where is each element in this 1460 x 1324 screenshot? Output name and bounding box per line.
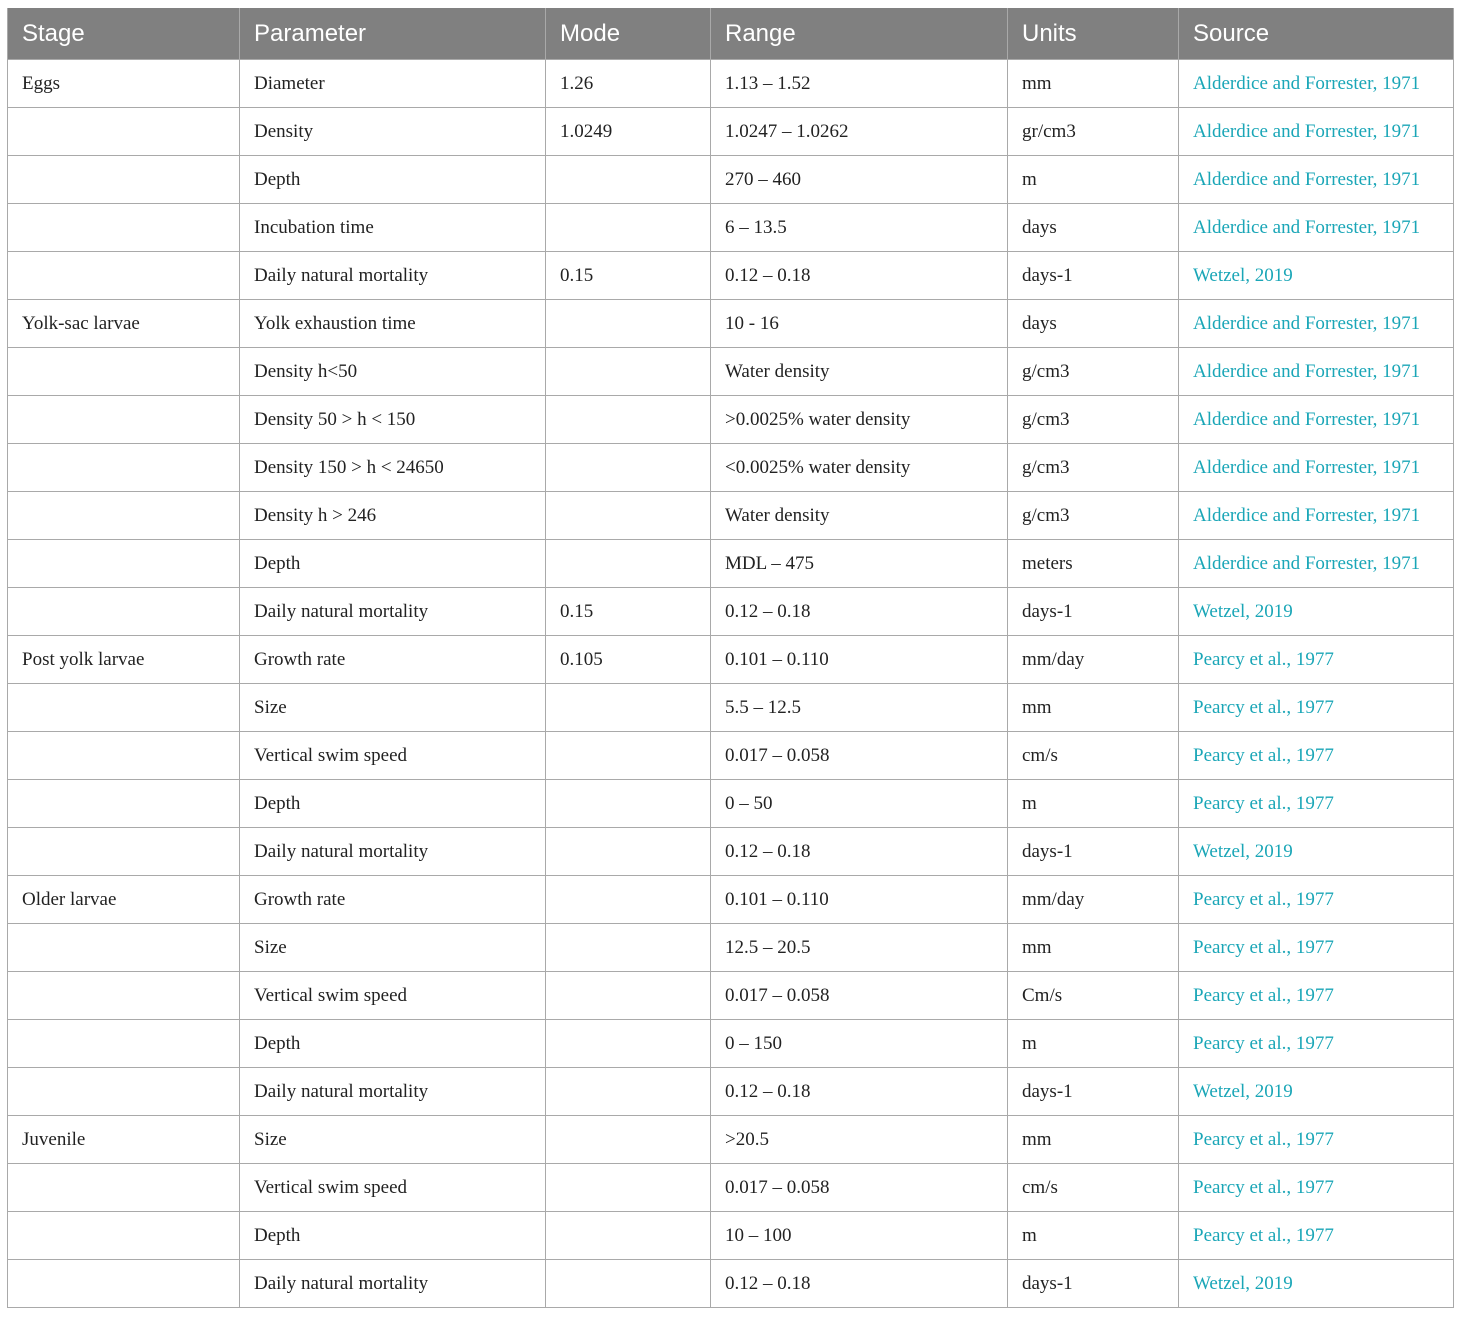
source-link[interactable]: Pearcy et al., 1977 [1179, 972, 1454, 1020]
units-cell: m [1008, 1212, 1179, 1260]
stage-cell [8, 828, 240, 876]
stage-cell [8, 588, 240, 636]
table-row [8, 924, 1454, 972]
source-link[interactable]: Pearcy et al., 1977 [1179, 876, 1454, 924]
parameter-cell: Density [240, 108, 546, 156]
range-cell: 0 – 50 [711, 780, 1008, 828]
source-link[interactable]: Pearcy et al., 1977 [1179, 1116, 1454, 1164]
source-link[interactable]: Alderdice and Forrester, 1971 [1179, 156, 1454, 204]
mode-cell [546, 1116, 711, 1164]
range-cell: 0.12 – 0.18 [711, 1068, 1008, 1116]
units-cell: days [1008, 300, 1179, 348]
table-row [8, 1068, 1454, 1116]
range-cell: 10 – 100 [711, 1212, 1008, 1260]
units-cell: g/cm3 [1008, 444, 1179, 492]
parameter-cell: Growth rate [240, 876, 546, 924]
source-link[interactable]: Pearcy et al., 1977 [1179, 1212, 1454, 1260]
mode-cell [546, 732, 711, 780]
source-link[interactable]: Alderdice and Forrester, 1971 [1179, 492, 1454, 540]
table-body [8, 60, 1454, 1308]
source-link[interactable]: Wetzel, 2019 [1179, 588, 1454, 636]
mode-cell [546, 684, 711, 732]
mode-cell [546, 492, 711, 540]
parameter-cell: Growth rate [240, 636, 546, 684]
stage-cell [8, 156, 240, 204]
table-row [8, 732, 1454, 780]
source-link[interactable]: Alderdice and Forrester, 1971 [1179, 396, 1454, 444]
parameter-cell: Depth [240, 780, 546, 828]
stage-cell: Older larvae [8, 876, 240, 924]
stage-cell [8, 1020, 240, 1068]
parameter-cell: Daily natural mortality [240, 1260, 546, 1308]
parameter-cell: Size [240, 924, 546, 972]
table-row [8, 684, 1454, 732]
parameter-cell: Size [240, 1116, 546, 1164]
units-cell: days-1 [1008, 588, 1179, 636]
table-row [8, 972, 1454, 1020]
stage-cell [8, 732, 240, 780]
range-cell: 0.12 – 0.18 [711, 252, 1008, 300]
parameter-cell: Density 150 > h < 24650 [240, 444, 546, 492]
parameter-cell: Vertical swim speed [240, 1164, 546, 1212]
source-link[interactable]: Alderdice and Forrester, 1971 [1179, 540, 1454, 588]
range-cell: 1.13 – 1.52 [711, 60, 1008, 108]
table-row [8, 1116, 1454, 1164]
units-cell: days-1 [1008, 252, 1179, 300]
range-cell: 12.5 – 20.5 [711, 924, 1008, 972]
mode-cell [546, 348, 711, 396]
table-row [8, 204, 1454, 252]
range-cell: 5.5 – 12.5 [711, 684, 1008, 732]
mode-cell [546, 204, 711, 252]
range-cell: 0.12 – 0.18 [711, 828, 1008, 876]
mode-cell [546, 444, 711, 492]
source-link[interactable]: Pearcy et al., 1977 [1179, 1164, 1454, 1212]
table-row [8, 300, 1454, 348]
source-link[interactable]: Alderdice and Forrester, 1971 [1179, 300, 1454, 348]
stage-cell [8, 252, 240, 300]
parameter-cell: Vertical swim speed [240, 972, 546, 1020]
units-cell: gr/cm3 [1008, 108, 1179, 156]
table-row [8, 540, 1454, 588]
range-cell: 0.017 – 0.058 [711, 1164, 1008, 1212]
table-row [8, 780, 1454, 828]
range-cell: Water density [711, 492, 1008, 540]
range-cell: 6 – 13.5 [711, 204, 1008, 252]
table-row [8, 1020, 1454, 1068]
parameter-table-container [7, 8, 1453, 1308]
units-cell: mm [1008, 924, 1179, 972]
range-cell: 10 - 16 [711, 300, 1008, 348]
column-header-range: Range [711, 8, 1008, 60]
stage-cell: Juvenile [8, 1116, 240, 1164]
stage-cell [8, 780, 240, 828]
source-link[interactable]: Alderdice and Forrester, 1971 [1179, 204, 1454, 252]
mode-cell [546, 1212, 711, 1260]
range-cell: 270 – 460 [711, 156, 1008, 204]
parameter-cell: Depth [240, 1212, 546, 1260]
table-row [8, 1164, 1454, 1212]
mode-cell: 1.26 [546, 60, 711, 108]
table-row [8, 444, 1454, 492]
mode-cell [546, 972, 711, 1020]
range-cell: 0.12 – 0.18 [711, 588, 1008, 636]
table-row [8, 1260, 1454, 1308]
mode-cell [546, 924, 711, 972]
parameter-cell: Depth [240, 1020, 546, 1068]
mode-cell: 0.15 [546, 588, 711, 636]
header-row [8, 8, 1454, 60]
table-row [8, 828, 1454, 876]
stage-cell: Yolk-sac larvae [8, 300, 240, 348]
units-cell: mm [1008, 1116, 1179, 1164]
mode-cell [546, 1068, 711, 1116]
column-header-source: Source [1179, 8, 1454, 60]
parameter-cell: Daily natural mortality [240, 252, 546, 300]
stage-cell [8, 540, 240, 588]
mode-cell [546, 156, 711, 204]
source-link[interactable]: Pearcy et al., 1977 [1179, 636, 1454, 684]
units-cell: m [1008, 156, 1179, 204]
source-link[interactable]: Wetzel, 2019 [1179, 1260, 1454, 1308]
units-cell: days [1008, 204, 1179, 252]
units-cell: m [1008, 1020, 1179, 1068]
units-cell: days-1 [1008, 828, 1179, 876]
range-cell: 0.017 – 0.058 [711, 972, 1008, 1020]
source-link[interactable]: Alderdice and Forrester, 1971 [1179, 108, 1454, 156]
stage-cell [8, 204, 240, 252]
table-row [8, 636, 1454, 684]
mode-cell: 1.0249 [546, 108, 711, 156]
source-link[interactable]: Wetzel, 2019 [1179, 252, 1454, 300]
table-row [8, 492, 1454, 540]
stage-cell [8, 972, 240, 1020]
parameter-cell: Daily natural mortality [240, 588, 546, 636]
stage-cell [8, 492, 240, 540]
source-link[interactable]: Pearcy et al., 1977 [1179, 780, 1454, 828]
parameter-cell: Density 50 > h < 150 [240, 396, 546, 444]
units-cell: days-1 [1008, 1068, 1179, 1116]
stage-cell [8, 108, 240, 156]
units-cell: m [1008, 780, 1179, 828]
source-link[interactable]: Alderdice and Forrester, 1971 [1179, 60, 1454, 108]
source-link[interactable]: Pearcy et al., 1977 [1179, 924, 1454, 972]
mode-cell [546, 1260, 711, 1308]
table-row [8, 60, 1454, 108]
mode-cell [546, 396, 711, 444]
source-link[interactable]: Wetzel, 2019 [1179, 828, 1454, 876]
range-cell: MDL – 475 [711, 540, 1008, 588]
table-row [8, 108, 1454, 156]
table-row [8, 156, 1454, 204]
parameter-cell: Diameter [240, 60, 546, 108]
table-row [8, 1212, 1454, 1260]
range-cell: 1.0247 – 1.0262 [711, 108, 1008, 156]
source-link[interactable]: Wetzel, 2019 [1179, 1068, 1454, 1116]
source-link[interactable]: Pearcy et al., 1977 [1179, 684, 1454, 732]
table-row [8, 396, 1454, 444]
units-cell: cm/s [1008, 732, 1179, 780]
units-cell: mm/day [1008, 876, 1179, 924]
range-cell: Water density [711, 348, 1008, 396]
source-link[interactable]: Alderdice and Forrester, 1971 [1179, 444, 1454, 492]
units-cell: meters [1008, 540, 1179, 588]
units-cell: g/cm3 [1008, 396, 1179, 444]
range-cell: 0.12 – 0.18 [711, 1260, 1008, 1308]
stage-cell [8, 1164, 240, 1212]
stage-cell [8, 1068, 240, 1116]
source-link[interactable]: Alderdice and Forrester, 1971 [1179, 348, 1454, 396]
mode-cell [546, 540, 711, 588]
parameter-cell: Depth [240, 540, 546, 588]
parameter-cell: Yolk exhaustion time [240, 300, 546, 348]
units-cell: mm [1008, 60, 1179, 108]
parameter-cell: Daily natural mortality [240, 1068, 546, 1116]
mode-cell [546, 780, 711, 828]
stage-cell [8, 924, 240, 972]
units-cell: cm/s [1008, 1164, 1179, 1212]
stage-cell [8, 1260, 240, 1308]
stage-cell [8, 684, 240, 732]
stage-cell: Eggs [8, 60, 240, 108]
units-cell: Cm/s [1008, 972, 1179, 1020]
parameter-table [7, 8, 1454, 1308]
table-row [8, 252, 1454, 300]
stage-cell [8, 1212, 240, 1260]
units-cell: g/cm3 [1008, 492, 1179, 540]
mode-cell: 0.105 [546, 636, 711, 684]
column-header-parameter: Parameter [240, 8, 546, 60]
mode-cell [546, 876, 711, 924]
table-header [8, 8, 1454, 60]
mode-cell [546, 300, 711, 348]
table-row [8, 588, 1454, 636]
stage-cell [8, 396, 240, 444]
mode-cell [546, 1164, 711, 1212]
mode-cell [546, 1020, 711, 1068]
parameter-cell: Daily natural mortality [240, 828, 546, 876]
units-cell: mm/day [1008, 636, 1179, 684]
mode-cell [546, 828, 711, 876]
units-cell: days-1 [1008, 1260, 1179, 1308]
parameter-cell: Vertical swim speed [240, 732, 546, 780]
parameter-cell: Density h<50 [240, 348, 546, 396]
range-cell: 0 – 150 [711, 1020, 1008, 1068]
table-row [8, 876, 1454, 924]
parameter-cell: Incubation time [240, 204, 546, 252]
range-cell: 0.017 – 0.058 [711, 732, 1008, 780]
table-row [8, 348, 1454, 396]
range-cell: <0.0025% water density [711, 444, 1008, 492]
range-cell: 0.101 – 0.110 [711, 636, 1008, 684]
stage-cell [8, 348, 240, 396]
parameter-cell: Density h > 246 [240, 492, 546, 540]
units-cell: mm [1008, 684, 1179, 732]
column-header-stage: Stage [8, 8, 240, 60]
range-cell: >20.5 [711, 1116, 1008, 1164]
units-cell: g/cm3 [1008, 348, 1179, 396]
parameter-cell: Depth [240, 156, 546, 204]
column-header-mode: Mode [546, 8, 711, 60]
range-cell: 0.101 – 0.110 [711, 876, 1008, 924]
source-link[interactable]: Pearcy et al., 1977 [1179, 1020, 1454, 1068]
range-cell: >0.0025% water density [711, 396, 1008, 444]
column-header-units: Units [1008, 8, 1179, 60]
source-link[interactable]: Pearcy et al., 1977 [1179, 732, 1454, 780]
mode-cell: 0.15 [546, 252, 711, 300]
stage-cell [8, 444, 240, 492]
parameter-cell: Size [240, 684, 546, 732]
stage-cell: Post yolk larvae [8, 636, 240, 684]
